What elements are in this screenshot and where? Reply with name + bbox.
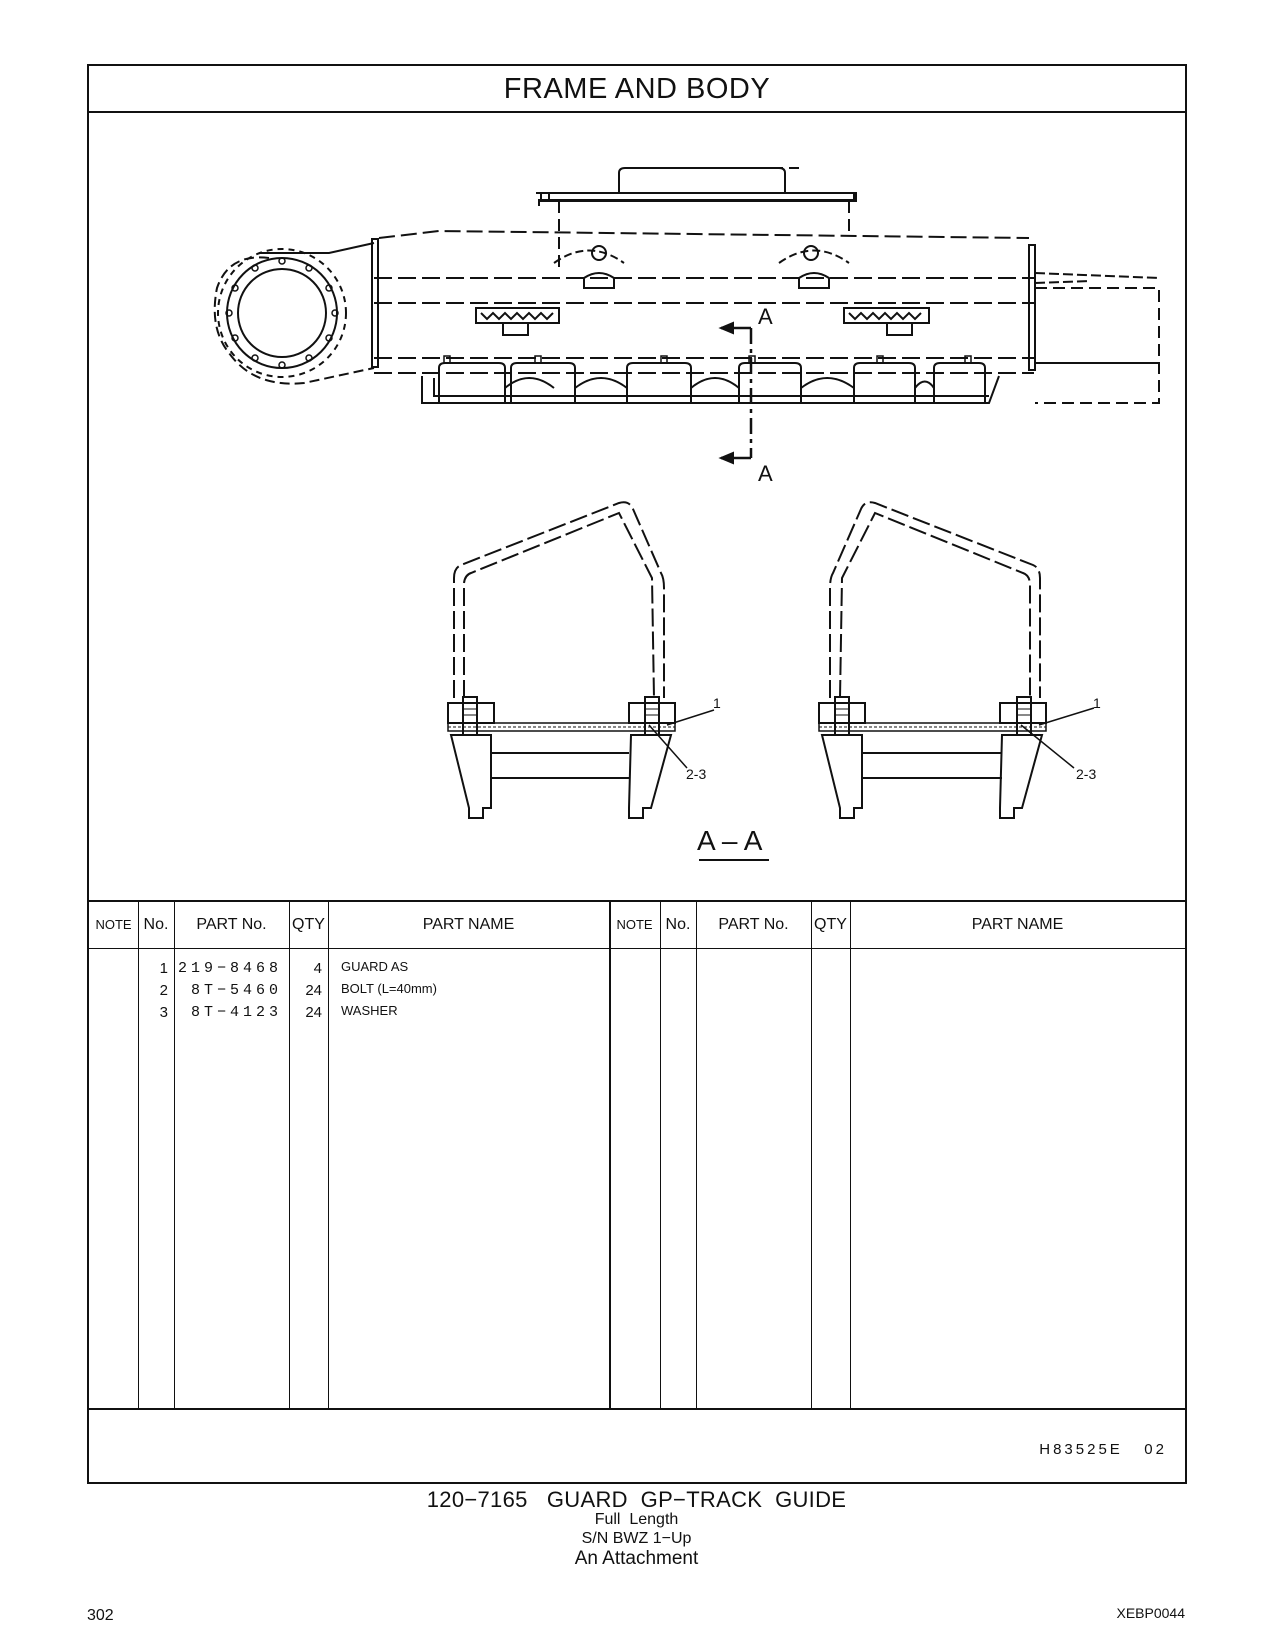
- col-header-qty: QTY: [292, 916, 325, 933]
- callout-2-3-left: 2-3: [686, 766, 707, 782]
- row-qty: 24: [305, 982, 322, 999]
- row-no: 3: [159, 1004, 168, 1021]
- caption-line-4: An Attachment: [574, 1548, 699, 1569]
- row-no: 1: [159, 960, 168, 977]
- page-number: 302: [87, 1607, 114, 1624]
- col-header-part-name: PART NAME: [422, 916, 515, 933]
- caption-line-3: S/N BWZ 1−Up: [581, 1530, 692, 1547]
- row-part-name: WASHER: [341, 1003, 398, 1018]
- col-header-part-no: PART No.: [196, 916, 267, 933]
- row-qty: 4: [313, 960, 322, 977]
- col-header-qty-2: QTY: [814, 916, 847, 933]
- parts-page-frame: [87, 64, 1187, 1484]
- col-header-no-2: No.: [665, 916, 691, 933]
- document-code: XEBP0044: [1116, 1605, 1185, 1621]
- col-header-note-2: NOTE: [616, 917, 653, 932]
- row-part-name: BOLT (L=40mm): [341, 981, 437, 996]
- col-header-part-name-2: PART NAME: [971, 916, 1064, 933]
- callout-1-right: 1: [1093, 695, 1101, 711]
- group-title: 120−7165 GUARD GP−TRACK GUIDE: [426, 1487, 847, 1512]
- track-guard-illustration: [89, 113, 1185, 900]
- col-header-part-no-2: PART No.: [718, 916, 789, 933]
- callout-2-3-right: 2-3: [1076, 766, 1097, 782]
- row-part-no: 219−8468: [177, 960, 282, 977]
- section-a-label-bottom: A: [758, 461, 773, 486]
- exploded-drawing: [89, 113, 1185, 900]
- col-header-no: No.: [143, 916, 169, 933]
- section-title: FRAME AND BODY: [89, 66, 1185, 113]
- illustration-code: H83525E 02: [1039, 1441, 1167, 1458]
- row-part-no: 8T−5460: [190, 982, 282, 999]
- caption-line-2: Full Length: [594, 1511, 679, 1528]
- col-header-note: NOTE: [95, 917, 132, 932]
- callout-1-left: 1: [713, 695, 721, 711]
- parts-list-table: [89, 900, 1185, 1410]
- row-no: 2: [159, 982, 168, 999]
- row-qty: 24: [305, 1004, 322, 1021]
- section-a-label-top: A: [758, 304, 773, 329]
- row-part-no: 8T−4123: [190, 1004, 282, 1021]
- section-view-label: A – A: [697, 825, 763, 856]
- row-part-name: GUARD AS: [341, 959, 409, 974]
